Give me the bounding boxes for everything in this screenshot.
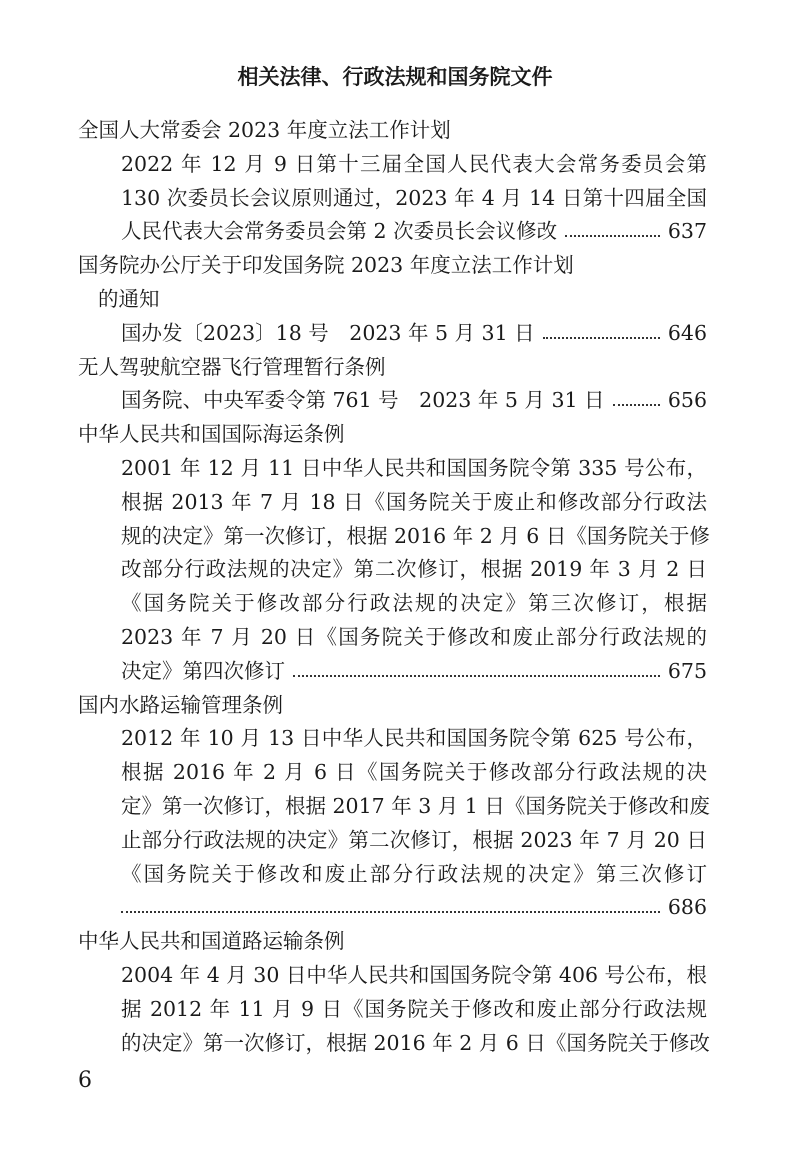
toc-entry-detail — [121, 385, 707, 415]
toc-entry-detail — [121, 892, 707, 922]
toc-entry-detail — [121, 318, 707, 348]
toc-entry-title[interactable]: 全国人大常委会 2023 年度立法工作计划 — [78, 118, 451, 142]
toc-entry-title[interactable]: 的通知 — [98, 287, 160, 311]
dot-leader — [543, 337, 660, 339]
toc-entry-detail — [121, 1028, 710, 1058]
detail-text: 改部分行政法规的决定》第二次修订，根据 2019 年 3 月 2 日 — [121, 557, 707, 582]
toc-entry-detail — [121, 757, 707, 787]
page-reference[interactable]: 675 — [667, 658, 707, 683]
detail-text: 人民代表大会常务委员会第 2 次委员长会议修改 — [121, 219, 558, 244]
toc-entry-detail — [121, 453, 707, 483]
detail-text: 根据 2016 年 2 月 6 日《国务院关于修改部分行政法规的决 — [121, 760, 707, 785]
dot-leader — [565, 235, 660, 237]
detail-text: 2001 年 12 月 11 日中华人民共和国国务院令第 335 号公布， — [121, 456, 707, 480]
detail-text: 《国务院关于修改和废止部分行政法规的决定》第三次修订 — [121, 861, 707, 886]
dot-leader — [121, 911, 660, 913]
page-reference[interactable]: 686 — [667, 895, 707, 920]
dot-leader — [293, 675, 660, 677]
detail-text: 国务院、中央军委令第 761 号 2023 年 5 月 31 日 — [121, 388, 605, 413]
detail-text: 2004 年 4 月 30 日中华人民共和国国务院令第 406 号公布，根 — [121, 963, 708, 987]
detail-text: 的决定》第一次修订，根据 2016 年 2 月 6 日《国务院关于修改 — [121, 1030, 710, 1055]
page-number: 6 — [78, 1068, 92, 1093]
detail-text: 规的决定》第一次修订，根据 2016 年 2 月 6 日《国务院关于修 — [121, 523, 710, 548]
toc-entry-detail — [121, 656, 707, 686]
toc-entry-detail — [121, 487, 707, 517]
toc-entry-detail — [121, 554, 707, 584]
toc-entry-detail — [121, 183, 707, 213]
toc-entry-detail — [121, 859, 707, 889]
detail-text: 根据 2013 年 7 月 18 日《国务院关于废止和修改部分行政法 — [121, 489, 707, 514]
detail-text: 130 次委员长会议原则通过，2023 年 4 月 14 日第十四届全国 — [121, 185, 707, 210]
toc-entry-detail — [121, 994, 707, 1024]
toc-entry-title[interactable]: 国务院办公厅关于印发国务院 2023 年度立法工作计划 — [78, 253, 574, 278]
detail-text: 2012 年 10 月 13 日中华人民共和国国务院令第 625 号公布， — [121, 726, 707, 751]
detail-text: 据 2012 年 11 月 9 日《国务院关于修改和废止部分行政法规 — [121, 996, 707, 1021]
toc-entry-title[interactable]: 中华人民共和国国际海运条例 — [78, 422, 345, 447]
toc-entry-detail — [121, 791, 710, 821]
toc-entry-detail — [121, 723, 707, 753]
detail-text: 2022 年 12 月 9 日第十三届全国人民代表大会常务委员会第 — [121, 151, 707, 176]
page-reference[interactable]: 656 — [667, 388, 707, 413]
detail-text: 2023 年 7 月 20 日《国务院关于修改和废止部分行政法规的 — [121, 625, 707, 649]
detail-text: 定》第一次修订，根据 2017 年 3 月 1 日《国务院关于修改和废 — [121, 794, 710, 818]
toc-entry-detail — [121, 216, 707, 246]
toc-entry-detail — [121, 622, 707, 652]
toc-entry-detail — [121, 825, 707, 855]
detail-text: 国办发〔2023〕18 号 2023 年 5 月 31 日 — [121, 320, 535, 345]
page-reference[interactable]: 646 — [667, 320, 707, 345]
toc-entry-detail — [121, 588, 707, 618]
dot-leader — [613, 404, 660, 406]
toc-entry-title[interactable]: 中华人民共和国道路运输条例 — [78, 929, 345, 954]
detail-text: 决定》第四次修订 — [121, 658, 285, 683]
toc-entry-detail — [121, 149, 707, 179]
section-title: 相关法律、行政法规和国务院文件 — [237, 65, 553, 89]
toc-entry-title[interactable]: 无人驾驶航空器飞行管理暂行条例 — [78, 354, 386, 379]
page-reference[interactable]: 637 — [667, 219, 707, 244]
toc-entry-detail — [121, 521, 710, 551]
toc-entry-detail — [121, 960, 707, 990]
detail-text: 《国务院关于修改部分行政法规的决定》第三次修订，根据 — [121, 591, 707, 616]
toc-entry-title[interactable]: 国内水路运输管理条例 — [78, 692, 283, 717]
detail-text: 止部分行政法规的决定》第二次修订，根据 2023 年 7 月 20 日 — [121, 827, 707, 852]
